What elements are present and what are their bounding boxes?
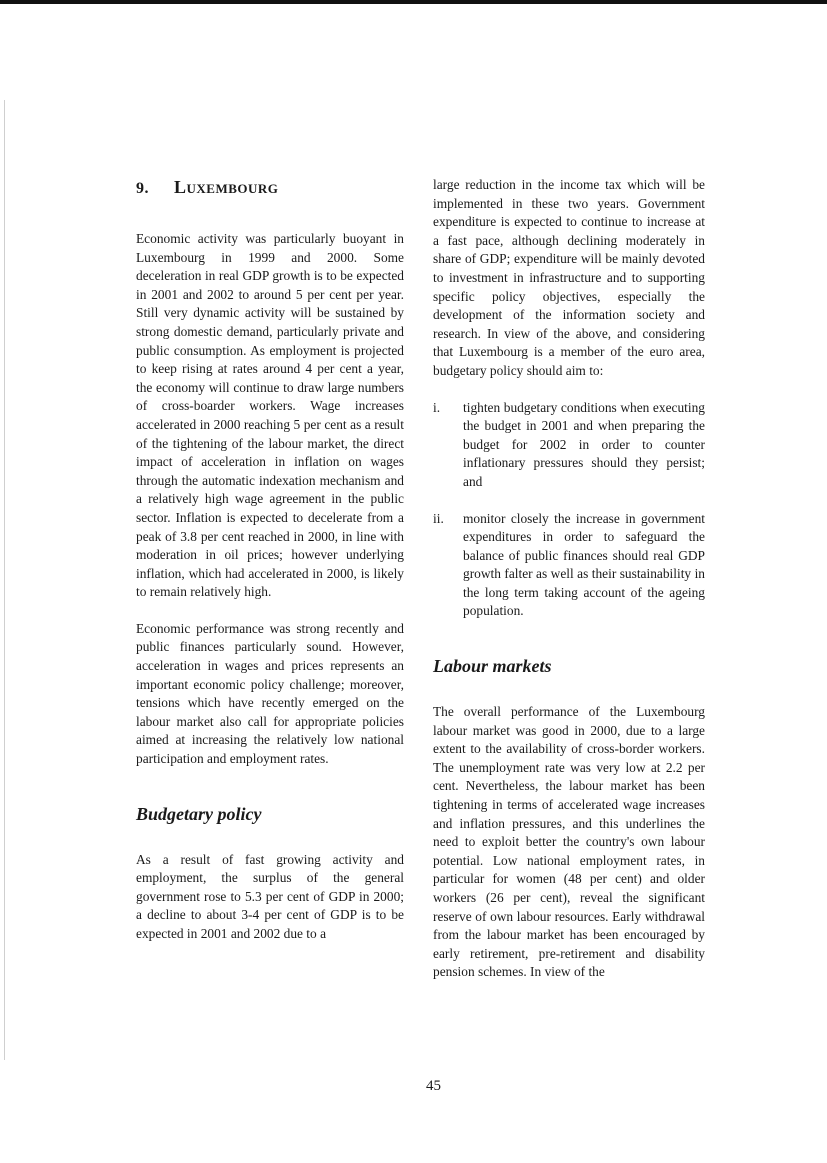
left-column	[136, 176, 404, 962]
list-marker: i.	[433, 399, 441, 415]
list-item	[433, 510, 705, 622]
budgetary-paragraph: As a result of fast growing activity and employment, the surplus of the general government rose to 5.3 per cent of GDP in 2000; a decline to about 3-4 per cent of GDP is to be expected in 2001 and 2002 due to a	[136, 851, 404, 941]
budgetary-policy-heading: Budgetary policy	[136, 803, 262, 824]
page-number: 45	[426, 1078, 441, 1094]
labour-markets-heading: Labour markets	[433, 656, 552, 677]
labour-paragraph: The overall performance of the Luxembourg labour market was good in 2000, due to a large extent to the availability of cross-border workers. The unemployment rate was very low at 2.2 per cent. Nevertheless, the labour market has been tightening in terms of accelerated wage increases and inflation pressures, and this underlines the need to exploit better the country's own labour potential. Low national employment rates, in particular for women (48 per cent) and older workers (26 per cent), reveal the significant reserve of own labour resources. Early withdrawal from the labour market has been encouraged by early retirement, pre-retirement and disability pension schemes. In view of the	[433, 704, 705, 980]
chapter-title	[136, 176, 404, 200]
performance-paragraph: Economic performance was strong recently and public finances particularly sound. However, acceleration in wages and prices represents an important economic policy challenge; moreover, tensions which have recently emerged on the labour market also call for appropriate policies aimed at increasing the relatively low national participation and employment rates.	[136, 620, 404, 767]
right-column	[433, 176, 705, 1000]
chapter-name: Luxembourg	[174, 177, 279, 197]
list-item	[433, 399, 705, 492]
scan-left-edge	[4, 100, 5, 1060]
list-marker: ii.	[433, 510, 444, 526]
chapter-number: 9.	[136, 180, 149, 197]
budgetary-continuation-paragraph: large reduction in the income tax which will be implemented in these two years. Government expenditure is expected to continue to increase at a fast pace, although declining moderately in share of GDP; expenditure will be mainly devoted to investment in infrastructure and to supporting specific policy objectives, especially the development of the information society and research. In view of the above, and considering that Luxembourg is a member of the euro area, budgetary policy should aim to:	[433, 177, 705, 378]
intro-paragraph: Economic activity was particularly buoyant in Luxembourg in 1999 and 2000. Some deceleration in real GDP growth is to be expected in 2001 and 2002 to around 5 per cent per year. Still very dynamic activity will be sustained by strong domestic demand, particularly private and public consumption. As employment is projected to keep rising at rates around 4 per cent a year, the economy will continue to draw large numbers of cross-boarder workers. Wage increases accelerated in 2000 reaching 5 per cent as a result of the tightening of the labour market, the direct impact of acceleration in inflation on wages through the automatic indexation mechanism and a relatively high wage agreement in the public sector. Inflation is expected to decelerate from a peak of 3.8 per cent reached in 2000, in line with moderation in oil prices; however underlying inflation, which had accelerated in 2000, is likely to remain relatively high.	[136, 231, 404, 600]
list-text: monitor closely the increase in government expenditures in order to safeguard the balance of public finances should real GDP growth falter as well as their sustainability in the long term taking account of the ageing population.	[463, 510, 705, 619]
list-text: tighten budgetary conditions when executing the budget in 2001 and when preparing the budget for 2002 in order to counter inflationary pressures should they persist; and	[463, 399, 705, 489]
top-border-rule	[0, 0, 827, 4]
